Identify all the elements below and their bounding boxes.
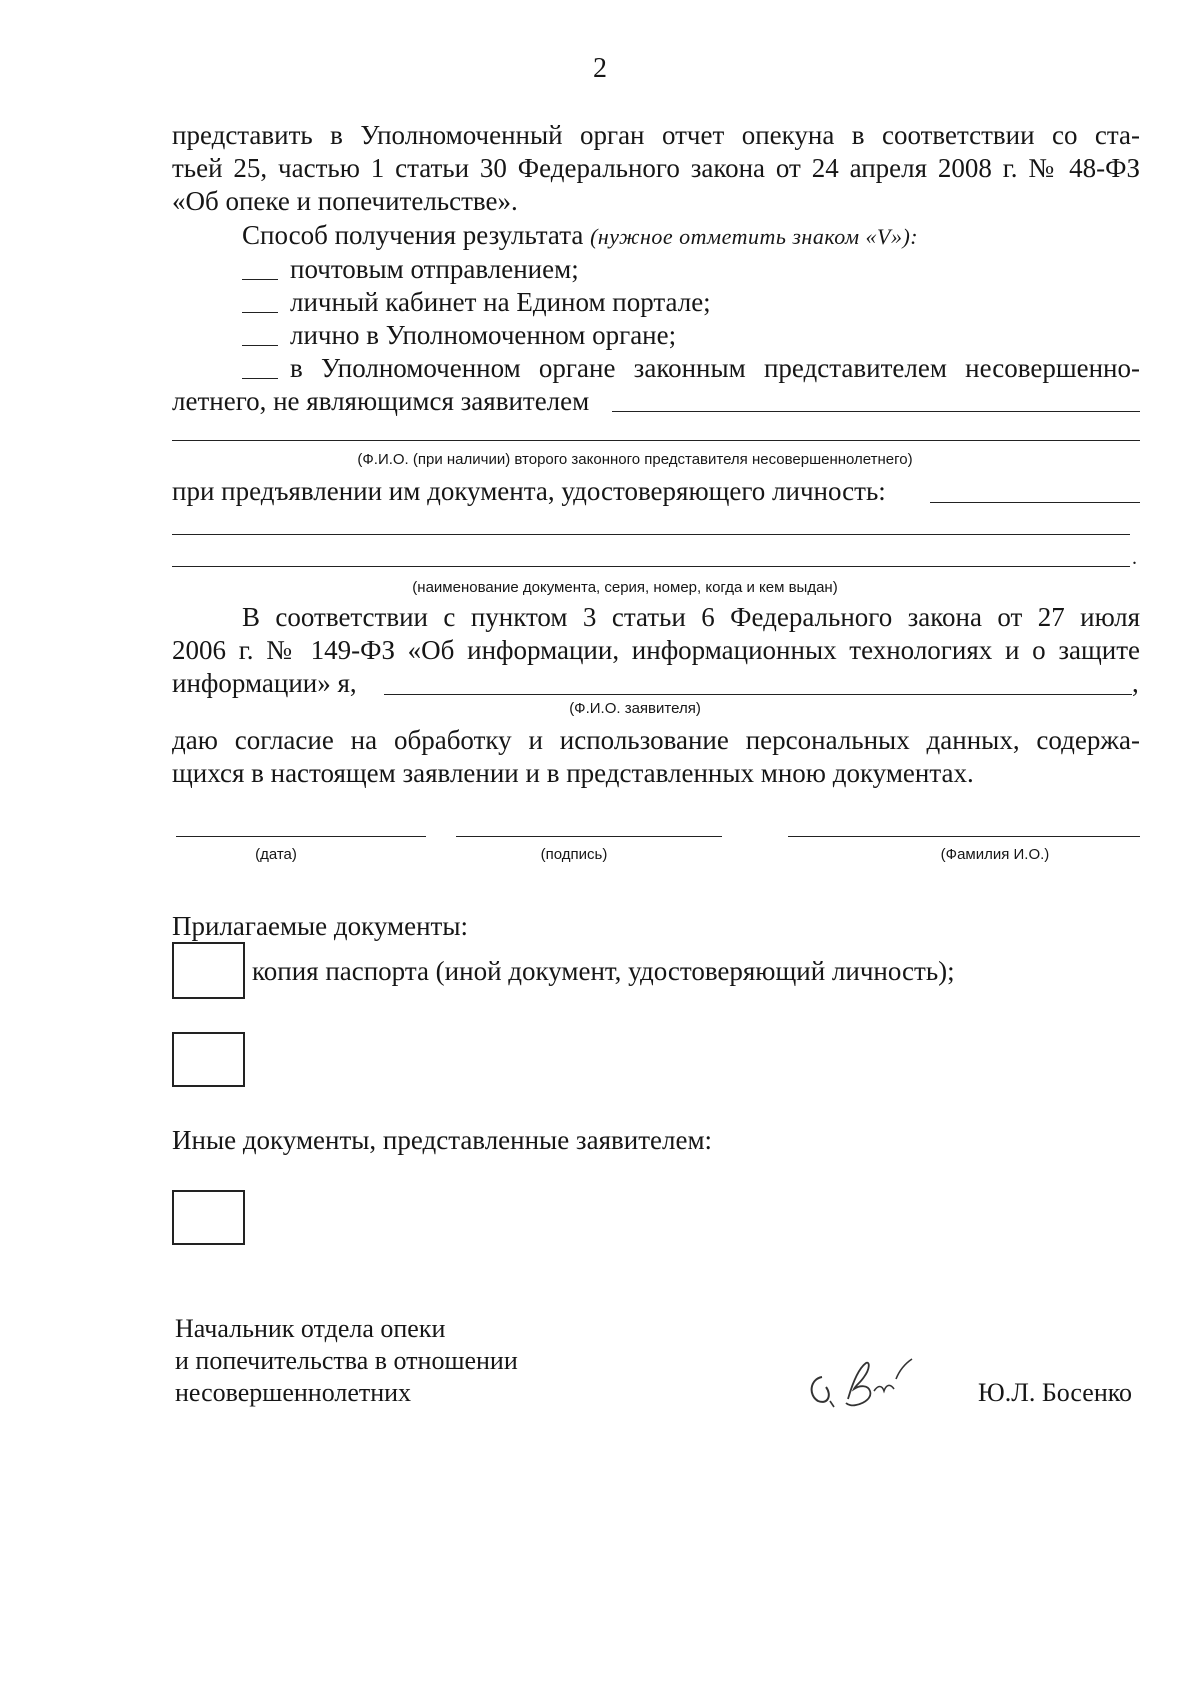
consent-line-1: В соответствии с пунктом 3 статьи 6 Федерального закона от 27 июля bbox=[242, 602, 1140, 632]
intro-paragraph bbox=[172, 122, 1140, 149]
doc-field-period: . bbox=[1132, 547, 1137, 569]
consent-line-3-start: информации» я, bbox=[172, 668, 357, 698]
caption-applicant-name: (Ф.И.О. заявителя) bbox=[569, 700, 701, 717]
rep-name-field-line-2[interactable] bbox=[172, 440, 1140, 441]
method-option-1-label: почтовым отправлением; bbox=[290, 254, 579, 284]
other-docs-checkbox[interactable] bbox=[172, 1190, 245, 1245]
date-field-line[interactable] bbox=[176, 836, 426, 837]
intro-line-1: представить в Уполномоченный орган отчет опекуна в соответствии со ста- bbox=[172, 120, 1140, 150]
position-line-2: и попечительства в отношении bbox=[175, 1346, 518, 1375]
position-line-1: Начальник отдела опеки bbox=[175, 1314, 446, 1343]
method-heading-row bbox=[242, 222, 918, 249]
doc-line: при предъявлении им документа, удостоверяющего личность: bbox=[172, 476, 886, 506]
method-heading: Способ получения результата bbox=[242, 220, 584, 250]
method-option-1[interactable] bbox=[242, 256, 579, 283]
other-docs-heading: Иные документы, представленные заявителем: bbox=[172, 1125, 713, 1155]
method-option-3[interactable] bbox=[242, 322, 676, 349]
caption-doc: (наименование документа, серия, номер, когда и кем выдан) bbox=[412, 579, 838, 596]
page-number: 2 bbox=[593, 53, 607, 84]
consent-line-2-wrap bbox=[172, 637, 1140, 664]
method-option-4[interactable] bbox=[242, 355, 1140, 382]
method-option-2-label: личный кабинет на Едином портале; bbox=[290, 287, 711, 317]
position-line-3: несовершеннолетних bbox=[175, 1378, 412, 1407]
consent-line-5: щихся в настоящем заявлении и в представленных мною документах. bbox=[172, 758, 974, 788]
intro-line-2: тьей 25, частью 1 статьи 30 Федерального закона от 24 апреля 2008 г. № 48-ФЗ bbox=[172, 153, 1140, 183]
attachment-checkbox-1[interactable] bbox=[172, 942, 245, 999]
surname-field-line[interactable] bbox=[788, 836, 1140, 837]
attachments-heading: Прилагаемые документы: bbox=[172, 911, 468, 941]
rep-name-field-line-1[interactable] bbox=[612, 411, 1140, 412]
option-4-mark-line[interactable] bbox=[242, 378, 278, 379]
caption-surname: (Фамилия И.О.) bbox=[940, 846, 1050, 863]
attachment-checkbox-2[interactable] bbox=[172, 1032, 245, 1087]
intro-paragraph-2 bbox=[172, 155, 1140, 182]
option-3-mark-line[interactable] bbox=[242, 345, 278, 346]
doc-field-line-2[interactable] bbox=[172, 534, 1130, 535]
caption-rep-name: (Ф.И.О. (при наличии) второго законного представителя несовершеннолетнего) bbox=[357, 451, 913, 468]
applicant-name-field-line[interactable] bbox=[384, 694, 1132, 695]
intro-line-3: «Об опеке и попечительстве». bbox=[172, 186, 518, 216]
attachment-item-1: копия паспорта (иной документ, удостоверяющий личность); bbox=[252, 956, 955, 986]
method-option-4-cont: летнего, не являющимся заявителем bbox=[172, 386, 590, 416]
doc-field-line-3[interactable] bbox=[172, 566, 1130, 567]
consent-line-3-end: , bbox=[1132, 668, 1139, 698]
option-2-mark-line[interactable] bbox=[242, 312, 278, 313]
signer-name: Ю.Л. Босенко bbox=[978, 1378, 1133, 1407]
consent-line-4-wrap bbox=[172, 727, 1140, 754]
option-1-mark-line[interactable] bbox=[242, 279, 278, 280]
caption-signature: (подпись) bbox=[540, 846, 608, 863]
consent-line-2: 2006 г. № 149-ФЗ «Об информации, информационных технологиях и о защите bbox=[172, 635, 1140, 665]
method-option-4-text: в Уполномоченном органе законным представителем несовершенно- bbox=[290, 353, 1140, 383]
method-option-2[interactable] bbox=[242, 289, 711, 316]
method-hint: (нужное отметить знаком «V»): bbox=[590, 224, 919, 249]
method-option-3-label: лично в Уполномоченном органе; bbox=[290, 320, 677, 350]
consent-line-1-wrap bbox=[242, 604, 1140, 631]
doc-field-line-1[interactable] bbox=[930, 502, 1140, 503]
caption-date: (дата) bbox=[255, 846, 297, 863]
signature-field-line[interactable] bbox=[456, 836, 722, 837]
method-option-4-label bbox=[242, 355, 1140, 382]
consent-line-4: даю согласие на обработку и использование персональных данных, содержа- bbox=[172, 725, 1140, 755]
handwritten-signature bbox=[800, 1355, 920, 1415]
